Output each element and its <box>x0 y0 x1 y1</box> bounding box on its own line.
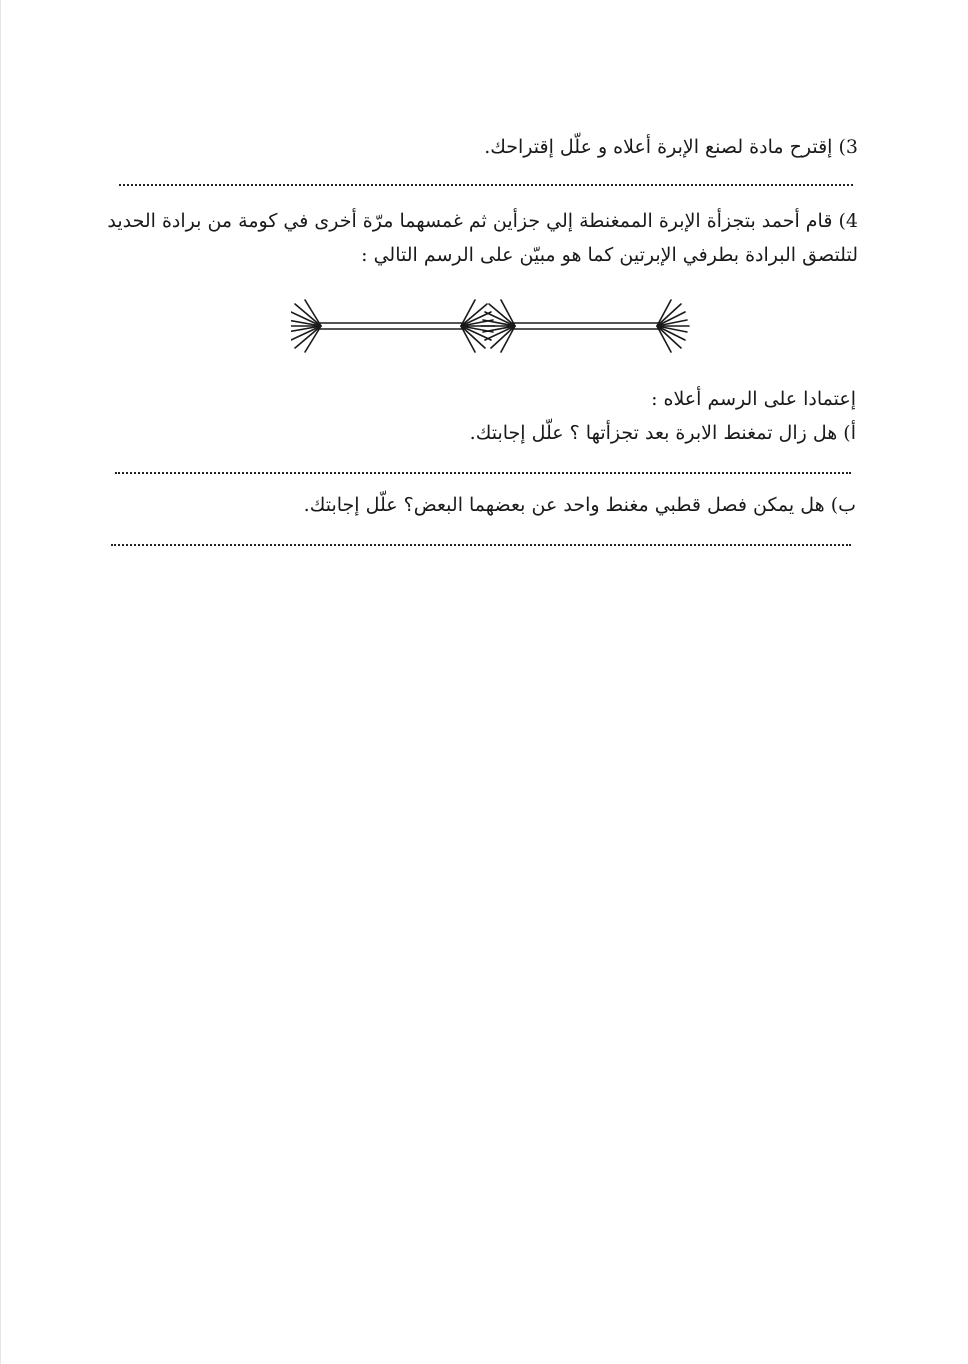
question-4-part-a-text: أ) هل زال تمغنط الابرة بعد تجزأتها ؟ علّل إجابتك. <box>469 422 856 444</box>
answer-line-q3[interactable] <box>119 184 853 186</box>
question-4-text-2: لتلتصق البرادة بطرفي الإبرتين كما هو مبيّن على الرسم التالي : <box>361 244 858 266</box>
question-4-line-2 <box>361 242 858 268</box>
question-4-part-a <box>470 420 856 446</box>
answer-line-q4-a[interactable] <box>115 472 851 474</box>
question-4-part-b <box>304 492 856 518</box>
question-4-text-1: قام أحمد بتجزأة الإبرة الممغنطة إلي جزأين ثم غمسهما مرّة أخرى في كومة من برادة الحديد <box>107 210 833 232</box>
figure-instruction <box>651 386 856 412</box>
question-4-part-b-text: ب) هل يمكن فصل قطبي مغنط واحد عن بعضهما البعض؟ علّل إجابتك. <box>303 494 856 516</box>
question-4-number: 4) <box>838 210 858 232</box>
question-3-number: 3) <box>838 136 858 158</box>
question-3-text: إقترح مادة لصنع الإبرة أعلاه و علّل إقتراحك. <box>484 136 833 158</box>
question-3 <box>484 134 858 160</box>
figure-instruction-text: إعتمادا على الرسم أعلاه : <box>651 388 856 410</box>
question-4-line-1 <box>107 208 858 234</box>
answer-line-q4-b[interactable] <box>111 544 851 546</box>
needles-figure-icon <box>291 296 691 356</box>
